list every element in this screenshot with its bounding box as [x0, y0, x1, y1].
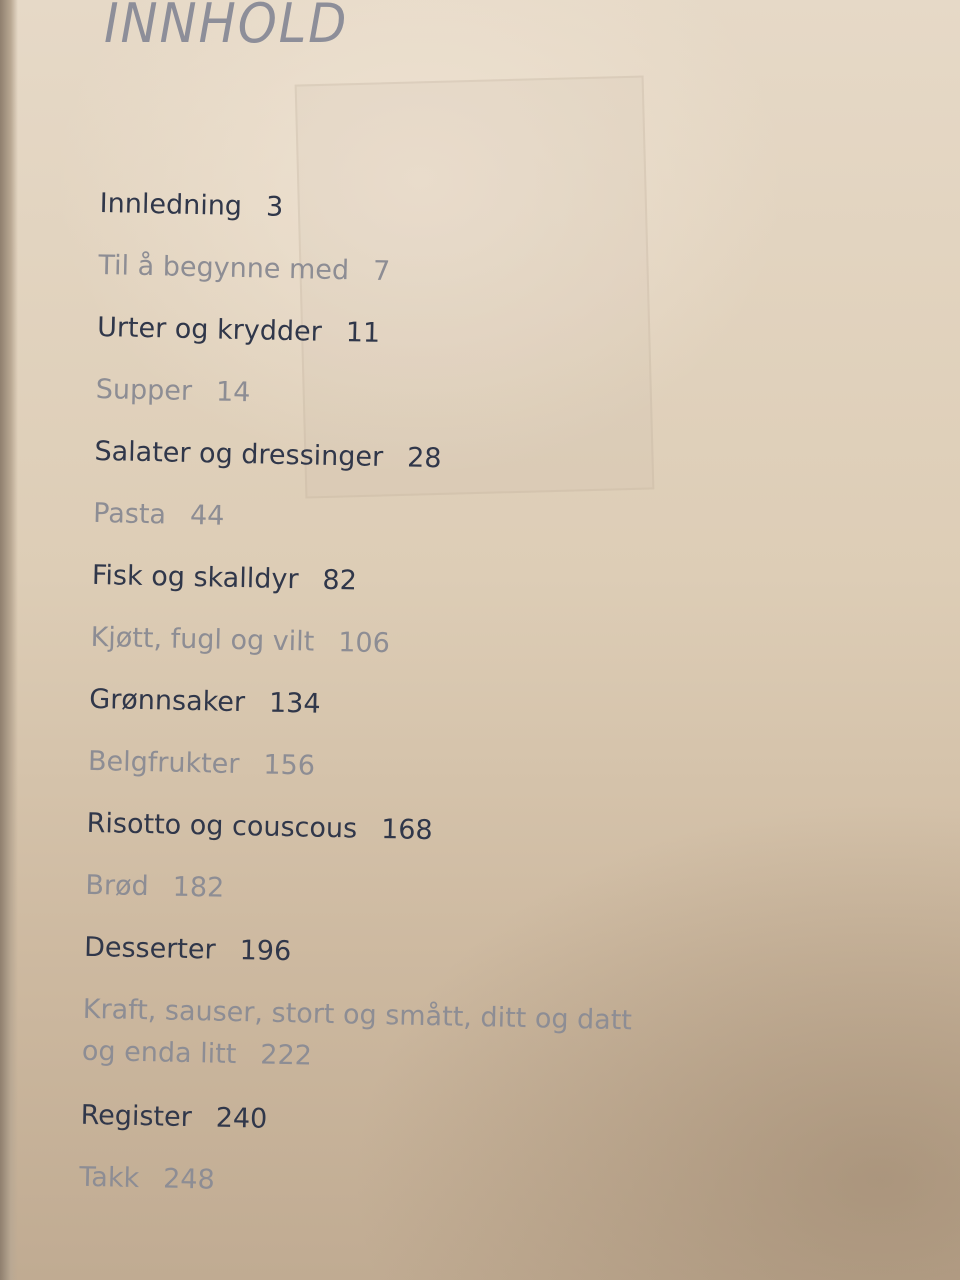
toc-entry-page: 106 — [337, 627, 391, 660]
toc-entry-label: Kraft, sauser, stort og smått, ditt og datt — [82, 993, 633, 1037]
toc-entry-label: Innledning — [99, 188, 243, 222]
toc-entry-kraft-sauser — [82, 989, 633, 1084]
toc-entry-page: 168 — [380, 814, 433, 847]
toc-entry-page: 28 — [406, 442, 442, 475]
toc-entry-label: Urter og krydder — [96, 311, 323, 348]
toc-entry-pasta — [93, 493, 225, 538]
toc-entry-label-line2: og enda litt — [81, 1035, 237, 1070]
toc-entry-page: 3 — [265, 191, 284, 223]
toc-entry-label: Til å begynne med — [98, 249, 350, 287]
toc-entry-page: 82 — [322, 564, 358, 597]
toc-entry-kjott-fugl-og-vilt — [90, 617, 390, 665]
toc-entry-brod — [85, 865, 225, 910]
toc-entry-supper — [95, 369, 250, 414]
toc-entry-label: Takk — [78, 1161, 140, 1195]
toc-entry-belgfrukter — [88, 741, 316, 788]
toc-entry-label: Supper — [95, 373, 193, 407]
toc-entry-label: Desserter — [83, 931, 216, 966]
toc-entry-label: Pasta — [92, 497, 167, 531]
toc-entry-fisk-og-skalldyr — [91, 555, 357, 602]
page-title: INNHOLD — [104, 0, 349, 55]
toc-entry-page: 196 — [239, 935, 292, 968]
toc-entry-til-a-begynne-med — [98, 245, 391, 293]
toc-entry-innledning — [99, 183, 283, 229]
toc-entry-page: 182 — [172, 871, 225, 904]
toc-entry-label: Brød — [85, 869, 150, 903]
toc-entry-page: 222 — [260, 1039, 313, 1072]
toc-entry-takk — [79, 1157, 215, 1202]
toc-entry-page: 240 — [215, 1102, 268, 1135]
toc-entry-label: Salater og dressinger — [94, 435, 384, 473]
toc-entry-page: 248 — [162, 1163, 216, 1196]
toc-entry-risotto-og-couscous — [86, 803, 433, 852]
toc-entry-page: 44 — [189, 499, 225, 532]
toc-entry-label: Fisk og skalldyr — [91, 559, 299, 596]
toc-entry-label: Register — [80, 1099, 193, 1134]
toc-entry-page: 11 — [345, 317, 381, 349]
toc-entry-page: 14 — [215, 376, 251, 409]
toc-entry-label: Belgfrukter — [87, 745, 240, 781]
toc-entry-desserter — [84, 927, 292, 973]
toc-entry-urter-og-krydder — [97, 307, 381, 355]
toc-entry-label: Grønnsaker — [89, 683, 246, 719]
toc-entry-salater-og-dressinger — [94, 431, 442, 480]
toc-entry-page: 156 — [263, 749, 316, 782]
toc-entry-label: Risotto og couscous — [86, 807, 358, 845]
toc-entry-page: 7 — [372, 255, 391, 288]
toc-entry-page: 134 — [268, 687, 321, 720]
toc-entry-gronnsaker — [89, 679, 321, 726]
toc-entry-register — [80, 1095, 268, 1141]
toc-entry-label: Kjøtt, fugl og vilt — [90, 621, 315, 658]
